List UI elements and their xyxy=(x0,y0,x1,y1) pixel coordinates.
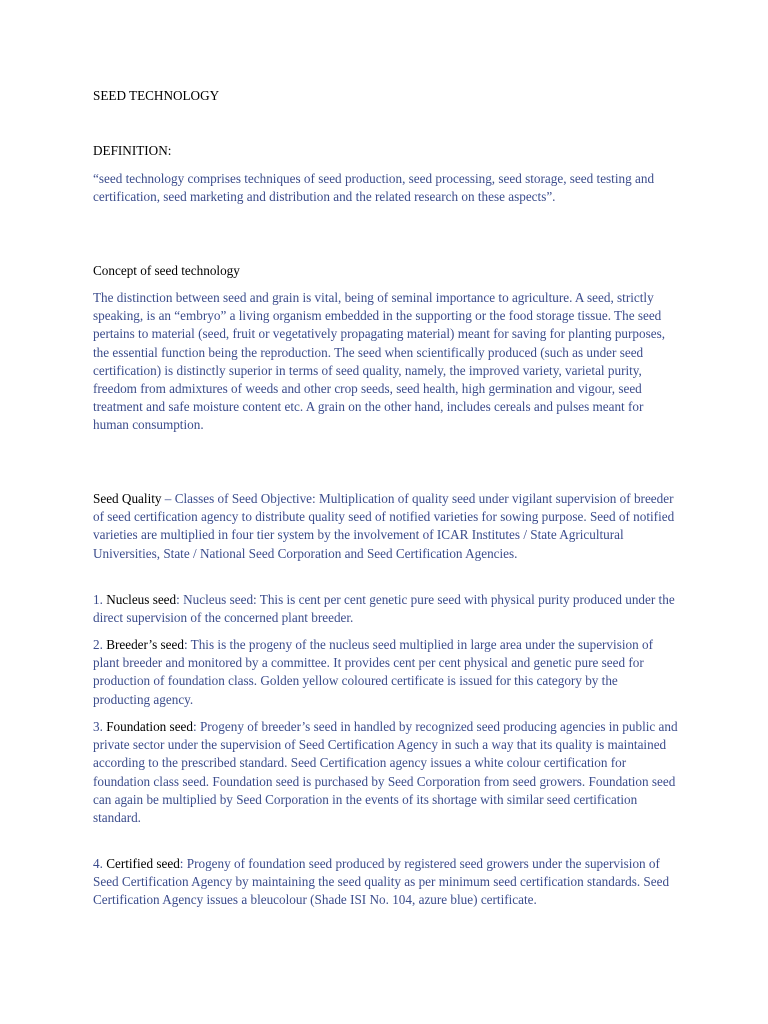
definition-heading: DEFINITION: xyxy=(93,143,172,158)
nucleus-seed-number: 1. xyxy=(93,592,107,607)
seed-quality-label: Seed Quality xyxy=(93,491,162,506)
breeders-seed-text: : This is the progeny of the nucleus seed multiplied in large area under the supervision of plant breeder and monitored by a committee. It provides cent per cent physical and genetic pure seed for production of foundation class. Golden yellow coloured certificate is issued for this category by the producting agency. xyxy=(93,637,653,707)
nucleus-seed-paragraph xyxy=(93,591,678,627)
foundation-seed-paragraph xyxy=(93,718,678,827)
breeders-seed-paragraph xyxy=(93,636,678,709)
certified-seed-paragraph xyxy=(93,855,678,910)
breeders-seed-number: 2. xyxy=(93,637,107,652)
concept-heading: Concept of seed technology xyxy=(93,263,240,278)
certified-seed-number: 4. xyxy=(93,856,107,871)
nucleus-seed-text: : Nucleus seed: This is cent per cent genetic pure seed with physical purity produced under the direct supervision of the concerned plant breeder. xyxy=(93,592,675,626)
certified-seed-label: Certified seed xyxy=(106,856,180,871)
breeders-seed-label: Breeder’s seed xyxy=(106,637,184,652)
foundation-seed-number: 3. xyxy=(93,719,107,734)
concept-paragraph: The distinction between seed and grain is vital, being of seminal importance to agriculture. A seed, strictly speaking, is an “embryo” a living organism embedded in the supporting or the food storage tissue. The seed pertains to material (seed, fruit or vegetatively propagating material) meant for saving for planting purposes, the essential function being the reproduction. The seed when scientifically produced (such as under seed certification) is distinctly superior in terms of seed quality, namely, the improved variety, varietal purity, freedom from admixtures of weeds and other crop seeds, seed health, high germination and vigour, seed treatment and safe moisture content etc. A grain on the other hand, includes cereals and pulses meant for human consumption. xyxy=(93,290,666,433)
seed-quality-text: – Classes of Seed Objective: Multiplication of quality seed under vigilant supervision of breeder of seed certification agency to distribute quality seed of notified varieties for sowing purpose. Seed of notified varieties are multiplied in four tier system by the involvement of ICAR Institutes / State Agricultural Universities, State / National Seed Corporation and Seed Certification Agencies. xyxy=(93,491,675,561)
nucleus-seed-label: Nucleus seed xyxy=(106,592,177,607)
document-title: SEED TECHNOLOGY xyxy=(93,88,220,103)
certified-seed-text: : Progeny of foundation seed produced by registered seed growers under the supervision of Seed Certification Agency by maintaining the seed quality as per minimum seed certification standards. Seed Certification Agency issues a bleucolour (Shade ISI No. 104, azure blue) certificate. xyxy=(93,856,670,908)
definition-paragraph: “seed technology comprises techniques of seed production, seed processing, seed storage, seed testing and certification, seed marketing and distribution and the related research on these aspects”. xyxy=(93,171,655,205)
seed-quality-paragraph xyxy=(93,490,678,563)
foundation-seed-text: : Progeny of breeder’s seed in handled by recognized seed producing agencies in public and private sector under the supervision of Seed Certification Agency in such a way that its quality is maintained according to the prescribed standard. Seed Certification agency issues a white colour certification for foundation class seed. Foundation seed is purchased by Seed Corporation from seed growers. Foundation seed can again be multiplied by Seed Corporation in the events of its shortage with similar seed certification standard. xyxy=(93,719,678,826)
foundation-seed-label: Foundation seed xyxy=(106,719,193,734)
